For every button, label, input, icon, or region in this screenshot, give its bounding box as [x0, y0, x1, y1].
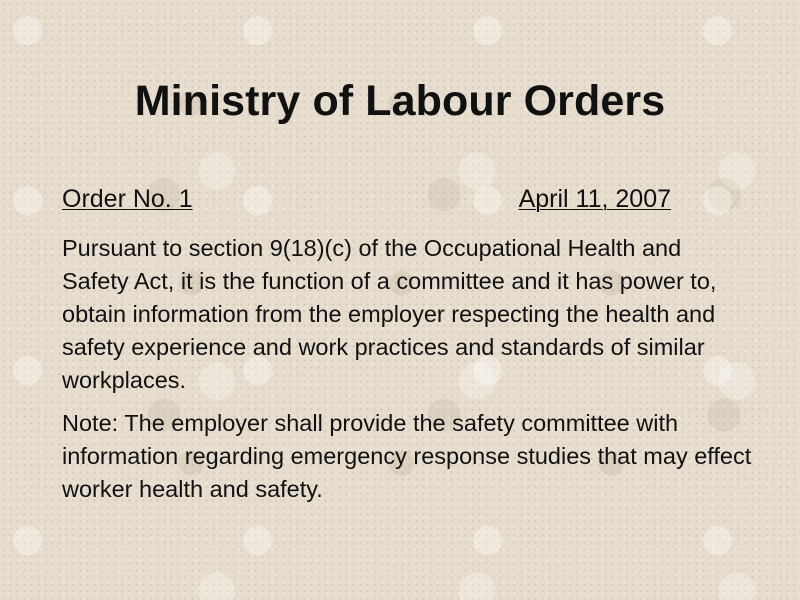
- order-body-paragraph: Pursuant to section 9(18)(c) of the Occupational Health and Safety Act, it is the function of a committee and it has power to, obtain information from the employer respecting the health and safety experience and work practices and standards of similar workplaces.: [62, 235, 717, 393]
- note-paragraph: Note: The employer shall provide the safety committee with information regarding emergency response studies that may effect worker health and safety.: [62, 410, 752, 502]
- order-date: April 11, 2007: [518, 185, 671, 213]
- order-number: Order No. 1: [62, 185, 193, 213]
- slide-title: Ministry of Labour Orders: [134, 77, 666, 125]
- order-header: [62, 186, 671, 214]
